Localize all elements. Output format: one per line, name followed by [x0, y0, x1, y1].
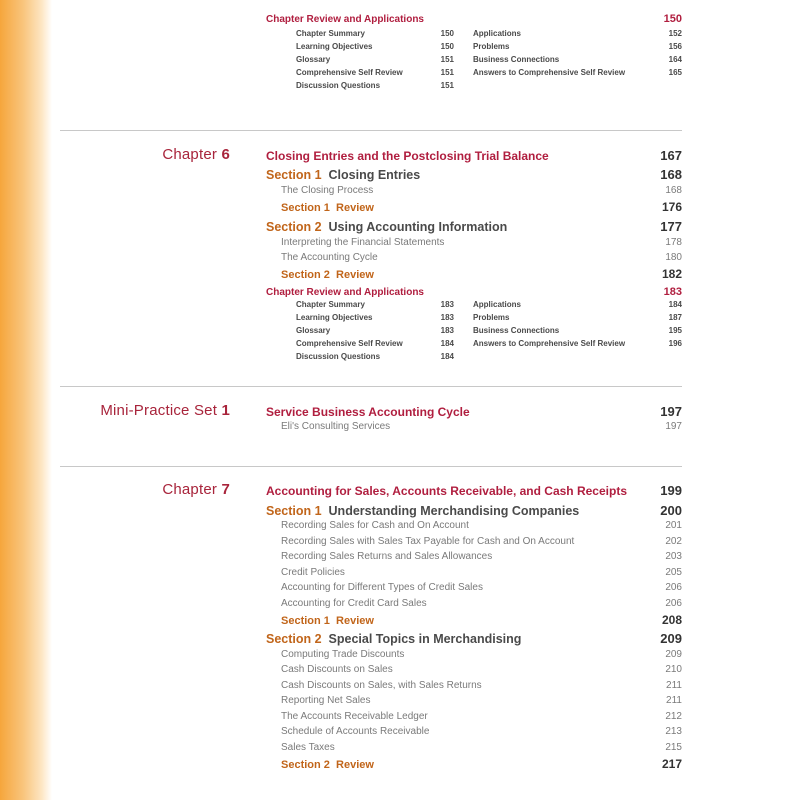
subentry-label: Comprehensive Self Review [296, 68, 403, 77]
toc-page-number: 200 [660, 503, 682, 518]
mini-practice-word: Mini-Practice Set [100, 402, 218, 419]
toc-section-heading[interactable] [266, 631, 682, 646]
subentry-page: 156 [668, 42, 682, 51]
subentry-label: Chapter Summary [296, 29, 365, 38]
subentry-label: Applications [473, 29, 522, 38]
toc-topic[interactable] [281, 598, 682, 609]
toc-subentry[interactable] [296, 81, 454, 90]
toc-section-review[interactable] [281, 613, 682, 627]
toc-page-number: 209 [660, 631, 682, 646]
toc-subentry[interactable] [296, 326, 454, 335]
toc-entry-label: Chapter Review and Applications [266, 287, 424, 298]
subentry-label: Discussion Questions [296, 81, 381, 90]
subentry-label: Business Connections [473, 55, 560, 64]
toc-subentry[interactable] [296, 55, 454, 64]
toc-page-number: 199 [660, 483, 682, 498]
topic-label: Reporting Net Sales [281, 695, 371, 706]
subentry-label: Business Connections [473, 326, 560, 335]
topic-page: 209 [665, 649, 682, 660]
subentry-label: Glossary [296, 326, 331, 335]
topic-label: Recording Sales Returns and Sales Allowances [281, 551, 493, 562]
review-label: Section 2 Review [281, 759, 374, 771]
toc-topic[interactable] [281, 649, 682, 660]
topic-page: 197 [665, 421, 682, 432]
toc-section-review[interactable] [281, 200, 682, 214]
review-label: Section 1 Review [281, 202, 374, 214]
topic-page: 211 [666, 695, 682, 706]
toc-topic[interactable] [281, 551, 682, 562]
subentry-page: 151 [440, 81, 454, 90]
topic-page: 211 [666, 680, 682, 691]
toc-topic[interactable] [281, 421, 682, 432]
subentry-label: Glossary [296, 55, 331, 64]
section-title: Closing Entries [328, 168, 421, 182]
topic-label: Eli's Consulting Services [281, 421, 391, 432]
topic-label: Cash Discounts on Sales, with Sales Returns [281, 680, 482, 691]
review-label: Section 1 Review [281, 615, 374, 627]
topic-label: The Accounting Cycle [281, 252, 378, 263]
toc-chapter-title[interactable] [266, 148, 682, 163]
subentry-label: Comprehensive Self Review [296, 339, 403, 348]
topic-page: 168 [665, 185, 682, 196]
topic-page: 210 [665, 664, 682, 675]
toc-chapter-title[interactable] [266, 483, 682, 498]
chapter-title-text: Service Business Accounting Cycle [266, 405, 470, 419]
subentry-label: Discussion Questions [296, 352, 381, 361]
chapter-word: Chapter [162, 146, 218, 163]
toc-subentry[interactable] [473, 300, 682, 309]
toc-topic[interactable] [281, 252, 682, 263]
section-title: Special Topics in Merchandising [328, 632, 522, 646]
toc-subentry[interactable] [473, 339, 682, 348]
topic-label: Sales Taxes [281, 742, 335, 753]
topic-page: 178 [665, 237, 682, 248]
subentry-page: 150 [440, 42, 454, 51]
toc-subentry[interactable] [473, 29, 682, 38]
topic-page: 202 [665, 536, 682, 547]
review-page: 182 [661, 267, 682, 281]
toc-subentry[interactable] [296, 68, 454, 77]
subentry-label: Problems [473, 313, 510, 322]
toc-chapter-review-heading[interactable] [266, 13, 682, 25]
toc-topic[interactable] [281, 680, 682, 691]
chapter-7-label [60, 481, 230, 498]
topic-label: Credit Policies [281, 567, 345, 578]
toc-subentry[interactable] [473, 326, 682, 335]
subentry-page: 183 [440, 313, 454, 322]
subentry-label: Answers to Comprehensive Self Review [473, 68, 626, 77]
toc-subentry[interactable] [296, 42, 454, 51]
subentry-page: 151 [440, 55, 454, 64]
topic-label: Recording Sales for Cash and On Account [281, 520, 469, 531]
toc-page-number: 167 [660, 148, 682, 163]
chapter-word: Chapter [162, 481, 218, 498]
section-divider [60, 386, 682, 387]
toc-subentry[interactable] [473, 68, 682, 77]
toc-subentry[interactable] [473, 55, 682, 64]
review-page: 217 [661, 757, 682, 771]
chapter-title-text: Closing Entries and the Postclosing Trial Balance [266, 149, 549, 163]
topic-label: The Closing Process [281, 185, 374, 196]
subentry-page: 150 [440, 29, 454, 38]
section-divider [60, 130, 682, 131]
subentry-page: 165 [668, 68, 682, 77]
toc-page-number: 177 [660, 219, 682, 234]
section-title: Understanding Merchandising Companies [328, 504, 580, 518]
toc-topic[interactable] [281, 742, 682, 753]
topic-label: Computing Trade Discounts [281, 649, 405, 660]
toc-topic[interactable] [281, 711, 682, 722]
section-number: Section 2 [266, 220, 322, 234]
subentry-page: 184 [668, 300, 682, 309]
toc-topic[interactable] [281, 695, 682, 706]
topic-label: Accounting for Credit Card Sales [281, 598, 427, 609]
toc-chapter-review-heading[interactable] [266, 286, 682, 298]
subentry-page: 164 [668, 55, 682, 64]
subentry-label: Chapter Summary [296, 300, 365, 309]
subentry-label: Answers to Comprehensive Self Review [473, 339, 626, 348]
toc-subentry[interactable] [296, 339, 454, 348]
topic-label: Accounting for Different Types of Credit Sales [281, 582, 483, 593]
topic-page: 212 [665, 711, 682, 722]
toc-topic[interactable] [281, 520, 682, 531]
topic-page: 206 [665, 582, 682, 593]
toc-page-number: 197 [660, 404, 682, 419]
topic-label: Schedule of Accounts Receivable [281, 726, 430, 737]
subentry-page: 195 [668, 326, 682, 335]
toc-subentry[interactable] [473, 42, 682, 51]
topic-page: 213 [665, 726, 682, 737]
topic-page: 201 [665, 520, 682, 531]
subentry-page: 184 [440, 352, 454, 361]
toc-page-number: 168 [660, 167, 682, 182]
review-page: 208 [661, 613, 682, 627]
chapter-number: 7 [221, 481, 230, 498]
section-title: Using Accounting Information [328, 220, 508, 234]
toc-topic[interactable] [281, 664, 682, 675]
toc-section-heading[interactable] [266, 503, 682, 518]
toc-page-number: 150 [663, 13, 682, 25]
toc-subentry[interactable] [473, 313, 682, 322]
toc-topic[interactable] [281, 185, 682, 196]
subentry-page: 152 [668, 29, 682, 38]
mini-practice-number: 1 [221, 402, 230, 419]
toc-topic[interactable] [281, 567, 682, 578]
mini-practice-set-label [60, 402, 230, 419]
topic-label: Interpreting the Financial Statements [281, 237, 445, 248]
subentry-page: 183 [440, 300, 454, 309]
topic-page: 206 [665, 598, 682, 609]
subentry-page: 183 [440, 326, 454, 335]
toc-entry-label: Chapter Review and Applications [266, 14, 424, 25]
toc-subentry[interactable] [296, 29, 454, 38]
subentry-label: Problems [473, 42, 510, 51]
subentry-label: Learning Objectives [296, 313, 373, 322]
review-label: Section 2 Review [281, 269, 374, 281]
toc-topic[interactable] [281, 237, 682, 248]
chapter-title-text: Accounting for Sales, Accounts Receivable, and Cash Receipts [266, 484, 627, 498]
subentry-page: 187 [668, 313, 682, 322]
topic-label: Recording Sales with Sales Tax Payable for Cash and On Account [281, 536, 575, 547]
toc-page-number: 183 [663, 286, 682, 298]
toc-chapter-title[interactable] [266, 404, 682, 419]
toc-section-heading[interactable] [266, 219, 682, 234]
toc-topic[interactable] [281, 582, 682, 593]
subentry-page: 184 [440, 339, 454, 348]
toc-section-heading[interactable] [266, 167, 682, 182]
toc-section-review[interactable] [281, 267, 682, 281]
section-number: Section 1 [266, 504, 322, 518]
section-divider [60, 466, 682, 467]
topic-label: Cash Discounts on Sales [281, 664, 393, 675]
toc-topic[interactable] [281, 536, 682, 547]
topic-page: 203 [665, 551, 682, 562]
toc-subentry[interactable] [296, 352, 454, 361]
subentry-page: 151 [440, 68, 454, 77]
topic-label: The Accounts Receivable Ledger [281, 711, 428, 722]
subentry-page: 196 [668, 339, 682, 348]
chapter-number: 6 [221, 146, 230, 163]
topic-page: 215 [665, 742, 682, 753]
toc-subentry[interactable] [296, 300, 454, 309]
toc-subentry[interactable] [296, 313, 454, 322]
toc-section-review[interactable] [281, 757, 682, 771]
subentry-label: Learning Objectives [296, 42, 373, 51]
page-edge-gradient [0, 0, 52, 800]
topic-page: 205 [665, 567, 682, 578]
section-number: Section 2 [266, 632, 322, 646]
chapter-6-label [60, 146, 230, 163]
review-page: 176 [661, 200, 682, 214]
subentry-label: Applications [473, 300, 522, 309]
section-number: Section 1 [266, 168, 322, 182]
topic-page: 180 [665, 252, 682, 263]
toc-topic[interactable] [281, 726, 682, 737]
